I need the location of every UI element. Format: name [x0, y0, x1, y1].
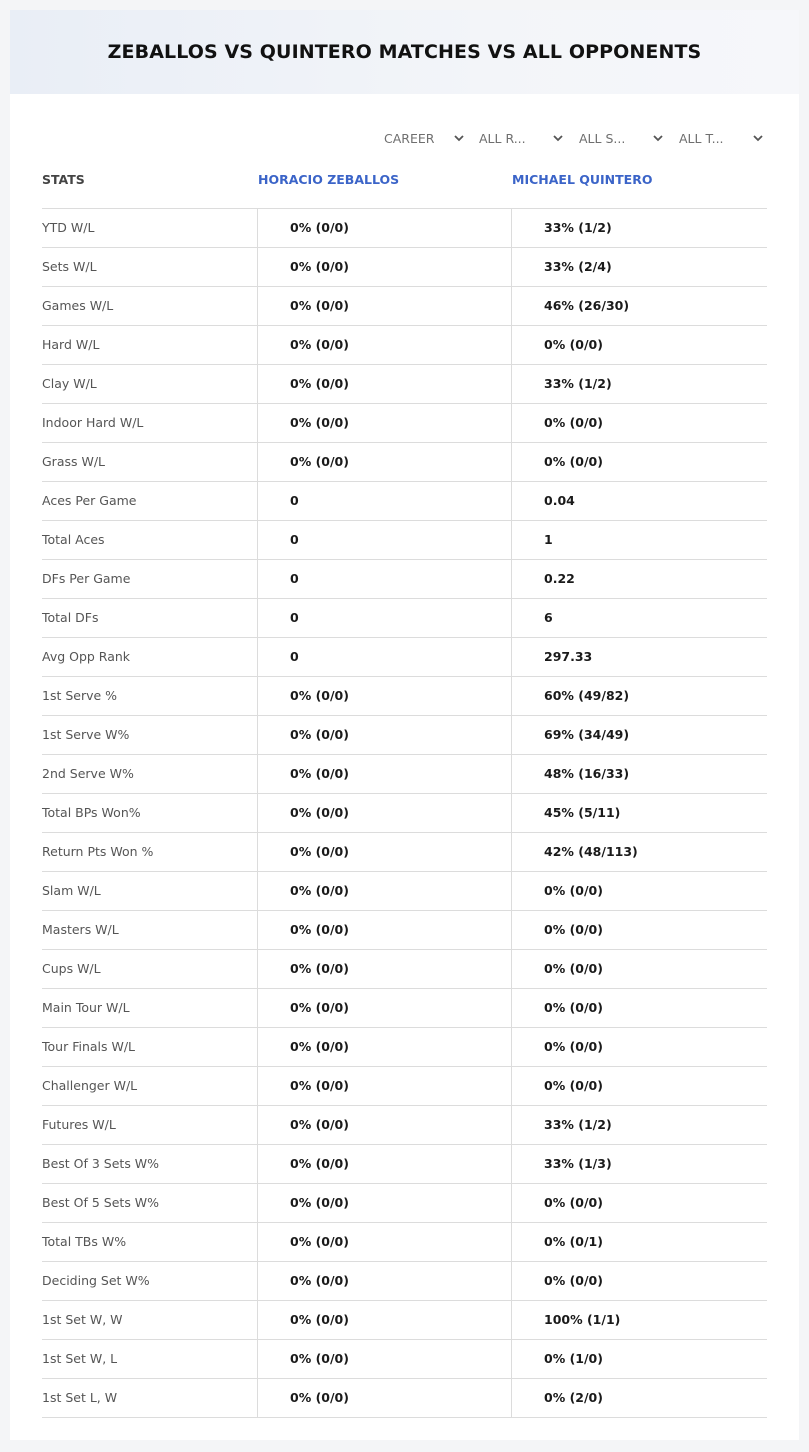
column-divider	[511, 326, 512, 365]
player1-value: 0	[290, 649, 299, 664]
column-divider	[257, 482, 258, 521]
stat-label: Slam W/L	[42, 883, 101, 898]
column-divider	[511, 1340, 512, 1379]
player1-value: 0% (0/0)	[290, 766, 349, 781]
column-divider	[511, 248, 512, 287]
column-divider	[257, 1340, 258, 1379]
stat-label: Indoor Hard W/L	[42, 415, 144, 430]
player1-value: 0% (0/0)	[290, 688, 349, 703]
stat-label: 2nd Serve W%	[42, 766, 134, 781]
player1-value: 0% (0/0)	[290, 415, 349, 430]
player2-value: 33% (1/2)	[544, 376, 612, 391]
player2-value: 297.33	[544, 649, 593, 664]
column-divider	[511, 677, 512, 716]
player2-value: 33% (1/3)	[544, 1156, 612, 1171]
column-divider	[511, 1145, 512, 1184]
stat-label: 1st Set L, W	[42, 1390, 118, 1405]
column-divider	[511, 794, 512, 833]
column-divider	[511, 755, 512, 794]
table-row	[42, 638, 767, 677]
player2-value: 0% (0/0)	[544, 961, 603, 976]
filter-round-select[interactable]	[479, 128, 565, 148]
player1-value: 0% (0/0)	[290, 376, 349, 391]
player1-value: 0% (0/0)	[290, 454, 349, 469]
player1-value: 0% (0/0)	[290, 298, 349, 313]
column-divider	[511, 911, 512, 950]
column-divider	[511, 638, 512, 677]
player1-value: 0% (0/0)	[290, 1156, 349, 1171]
player1-link[interactable]: HORACIO ZEBALLOS	[258, 172, 400, 187]
player2-value: 0% (0/0)	[544, 922, 603, 937]
filter-surface-select[interactable]	[579, 128, 665, 148]
column-divider	[257, 1028, 258, 1067]
stat-label: YTD W/L	[42, 220, 95, 235]
player1-value: 0	[290, 610, 299, 625]
stat-label: Tour Finals W/L	[42, 1039, 136, 1054]
column-divider	[511, 1301, 512, 1340]
player1-value: 0% (0/0)	[290, 1351, 349, 1366]
column-divider	[257, 1223, 258, 1262]
column-divider	[511, 1184, 512, 1223]
column-divider	[257, 638, 258, 677]
column-divider	[257, 911, 258, 950]
column-divider	[257, 209, 258, 248]
column-divider	[511, 872, 512, 911]
column-divider	[257, 404, 258, 443]
column-divider	[511, 443, 512, 482]
player1-value: 0% (0/0)	[290, 220, 349, 235]
stat-label: Challenger W/L	[42, 1078, 138, 1093]
table-row	[42, 872, 767, 911]
table-row	[42, 404, 767, 443]
stat-label: Futures W/L	[42, 1117, 116, 1132]
filter-bar	[10, 128, 799, 148]
player1-value: 0% (0/0)	[290, 1039, 349, 1054]
column-divider	[511, 833, 512, 872]
player2-value: 0% (0/0)	[544, 1039, 603, 1054]
table-row	[42, 1301, 767, 1340]
stat-label: Total BPs Won%	[42, 805, 141, 820]
column-divider	[511, 599, 512, 638]
filter-tournament-label: ALL T...	[679, 130, 724, 146]
stat-label: Return Pts Won %	[42, 844, 154, 859]
stat-label: 1st Serve W%	[42, 727, 130, 742]
column-divider	[511, 404, 512, 443]
player2-value: 48% (16/33)	[544, 766, 630, 781]
column-divider	[257, 1301, 258, 1340]
player1-value: 0% (0/0)	[290, 259, 349, 274]
table-row	[42, 248, 767, 287]
table-row	[42, 560, 767, 599]
stat-label: Aces Per Game	[42, 493, 137, 508]
filter-surface-label: ALL S...	[579, 130, 626, 146]
column-divider	[511, 989, 512, 1028]
player2-value: 0% (0/0)	[544, 883, 603, 898]
table-row	[42, 521, 767, 560]
column-divider	[511, 1223, 512, 1262]
column-divider	[257, 248, 258, 287]
column-divider	[257, 326, 258, 365]
column-divider	[257, 1184, 258, 1223]
column-divider	[511, 1067, 512, 1106]
table-row	[42, 209, 767, 248]
column-divider	[257, 599, 258, 638]
column-divider	[257, 1145, 258, 1184]
column-divider	[257, 989, 258, 1028]
stat-label: Total DFs	[42, 610, 99, 625]
column-divider	[257, 716, 258, 755]
player2-value: 0% (0/0)	[544, 1195, 603, 1210]
player1-value: 0% (0/0)	[290, 1312, 349, 1327]
player2-value: 1	[544, 532, 553, 547]
player2-value: 0% (1/0)	[544, 1351, 603, 1366]
stat-label: 1st Set W, W	[42, 1312, 123, 1327]
player2-value: 6	[544, 610, 553, 625]
table-row	[42, 1223, 767, 1262]
table-row	[42, 716, 767, 755]
player1-value: 0% (0/0)	[290, 1195, 349, 1210]
table-row	[42, 482, 767, 521]
table-row	[42, 755, 767, 794]
column-divider	[511, 1106, 512, 1145]
stats-table	[42, 208, 767, 1418]
player1-value: 0% (0/0)	[290, 337, 349, 352]
column-divider	[257, 1262, 258, 1301]
column-divider	[257, 443, 258, 482]
table-row	[42, 833, 767, 872]
stat-label: Sets W/L	[42, 259, 97, 274]
column-divider	[257, 1379, 258, 1418]
player2-value: 0% (0/0)	[544, 337, 603, 352]
column-divider	[257, 1106, 258, 1145]
player2-value: 33% (1/2)	[544, 1117, 612, 1132]
table-row	[42, 1028, 767, 1067]
player2-value: 0% (0/0)	[544, 1000, 603, 1015]
column-divider	[257, 950, 258, 989]
stat-label: Hard W/L	[42, 337, 100, 352]
filter-tournament-select[interactable]	[679, 128, 765, 148]
player2-value: 33% (1/2)	[544, 220, 612, 235]
player1-value: 0% (0/0)	[290, 1390, 349, 1405]
chevron-down-icon	[651, 131, 665, 145]
column-divider	[257, 365, 258, 404]
stat-label: Best Of 5 Sets W%	[42, 1195, 160, 1210]
filter-round-label: ALL R...	[479, 130, 526, 146]
player2-link[interactable]: MICHAEL QUINTERO	[512, 172, 653, 187]
column-divider	[257, 833, 258, 872]
stat-label: Games W/L	[42, 298, 114, 313]
player1-value: 0% (0/0)	[290, 1000, 349, 1015]
player2-value: 42% (48/113)	[544, 844, 638, 859]
stat-label: 1st Set W, L	[42, 1351, 118, 1366]
player1-value: 0% (0/0)	[290, 883, 349, 898]
player2-value: 0.04	[544, 493, 575, 508]
column-divider	[257, 287, 258, 326]
stats-card	[10, 10, 799, 1440]
player1-value: 0	[290, 571, 299, 586]
stat-label: Deciding Set W%	[42, 1273, 150, 1288]
player1-value: 0% (0/0)	[290, 727, 349, 742]
stat-label: Best Of 3 Sets W%	[42, 1156, 160, 1171]
player2-value: 45% (5/11)	[544, 805, 621, 820]
player2-value: 0.22	[544, 571, 575, 586]
column-divider	[257, 677, 258, 716]
player2-value: 0% (0/0)	[544, 415, 603, 430]
page-title: ZEBALLOS VS QUINTERO MATCHES VS ALL OPPONENTS	[107, 41, 702, 63]
player2-value: 0% (0/0)	[544, 454, 603, 469]
column-divider	[257, 794, 258, 833]
column-divider	[511, 560, 512, 599]
column-divider	[511, 287, 512, 326]
player2-value: 0% (0/0)	[544, 1078, 603, 1093]
column-divider	[257, 1067, 258, 1106]
column-divider	[511, 521, 512, 560]
table-row	[42, 1145, 767, 1184]
player2-value: 33% (2/4)	[544, 259, 612, 274]
column-divider	[511, 365, 512, 404]
player1-value: 0% (0/0)	[290, 844, 349, 859]
stat-label: Clay W/L	[42, 376, 97, 391]
chevron-down-icon	[452, 131, 466, 145]
column-divider	[511, 209, 512, 248]
table-row	[42, 989, 767, 1028]
column-divider	[511, 950, 512, 989]
table-row	[42, 677, 767, 716]
player1-value: 0% (0/0)	[290, 805, 349, 820]
filter-period-select[interactable]	[384, 128, 466, 148]
chevron-down-icon	[751, 131, 765, 145]
player1-value: 0	[290, 532, 299, 547]
player2-value: 100% (1/1)	[544, 1312, 621, 1327]
stat-label: Grass W/L	[42, 454, 106, 469]
table-row	[42, 1340, 767, 1379]
player2-value: 0% (0/0)	[544, 1273, 603, 1288]
stats-column-header: STATS	[42, 172, 85, 187]
table-row	[42, 1184, 767, 1223]
column-divider	[511, 1379, 512, 1418]
table-row	[42, 794, 767, 833]
chevron-down-icon	[551, 131, 565, 145]
stat-label: Total TBs W%	[42, 1234, 127, 1249]
player2-value: 0% (2/0)	[544, 1390, 603, 1405]
table-row	[42, 1262, 767, 1301]
table-row	[42, 365, 767, 404]
player1-value: 0% (0/0)	[290, 1117, 349, 1132]
card-header	[10, 10, 799, 94]
column-divider	[511, 1262, 512, 1301]
column-divider	[511, 716, 512, 755]
column-divider	[257, 560, 258, 599]
player1-value: 0% (0/0)	[290, 1078, 349, 1093]
stat-label: Main Tour W/L	[42, 1000, 130, 1015]
player1-value: 0	[290, 493, 299, 508]
table-row	[42, 1067, 767, 1106]
column-divider	[257, 872, 258, 911]
stat-label: Avg Opp Rank	[42, 649, 131, 664]
table-row	[42, 1106, 767, 1145]
stat-label: Cups W/L	[42, 961, 101, 976]
table-row	[42, 911, 767, 950]
table-row	[42, 287, 767, 326]
column-divider	[511, 1028, 512, 1067]
stat-label: 1st Serve %	[42, 688, 118, 703]
player1-value: 0% (0/0)	[290, 961, 349, 976]
table-row	[42, 326, 767, 365]
player2-value: 46% (26/30)	[544, 298, 630, 313]
player2-value: 69% (34/49)	[544, 727, 630, 742]
table-row	[42, 1379, 767, 1418]
player2-value: 60% (49/82)	[544, 688, 630, 703]
column-divider	[257, 521, 258, 560]
player1-value: 0% (0/0)	[290, 922, 349, 937]
table-row	[42, 950, 767, 989]
column-divider	[511, 482, 512, 521]
table-row	[42, 599, 767, 638]
stat-label: DFs Per Game	[42, 571, 131, 586]
player2-value: 0% (0/1)	[544, 1234, 603, 1249]
filter-period-label: CAREER	[384, 130, 435, 146]
table-row	[42, 443, 767, 482]
stat-label: Total Aces	[42, 532, 105, 547]
player1-value: 0% (0/0)	[290, 1234, 349, 1249]
player1-value: 0% (0/0)	[290, 1273, 349, 1288]
column-divider	[257, 755, 258, 794]
stat-label: Masters W/L	[42, 922, 119, 937]
